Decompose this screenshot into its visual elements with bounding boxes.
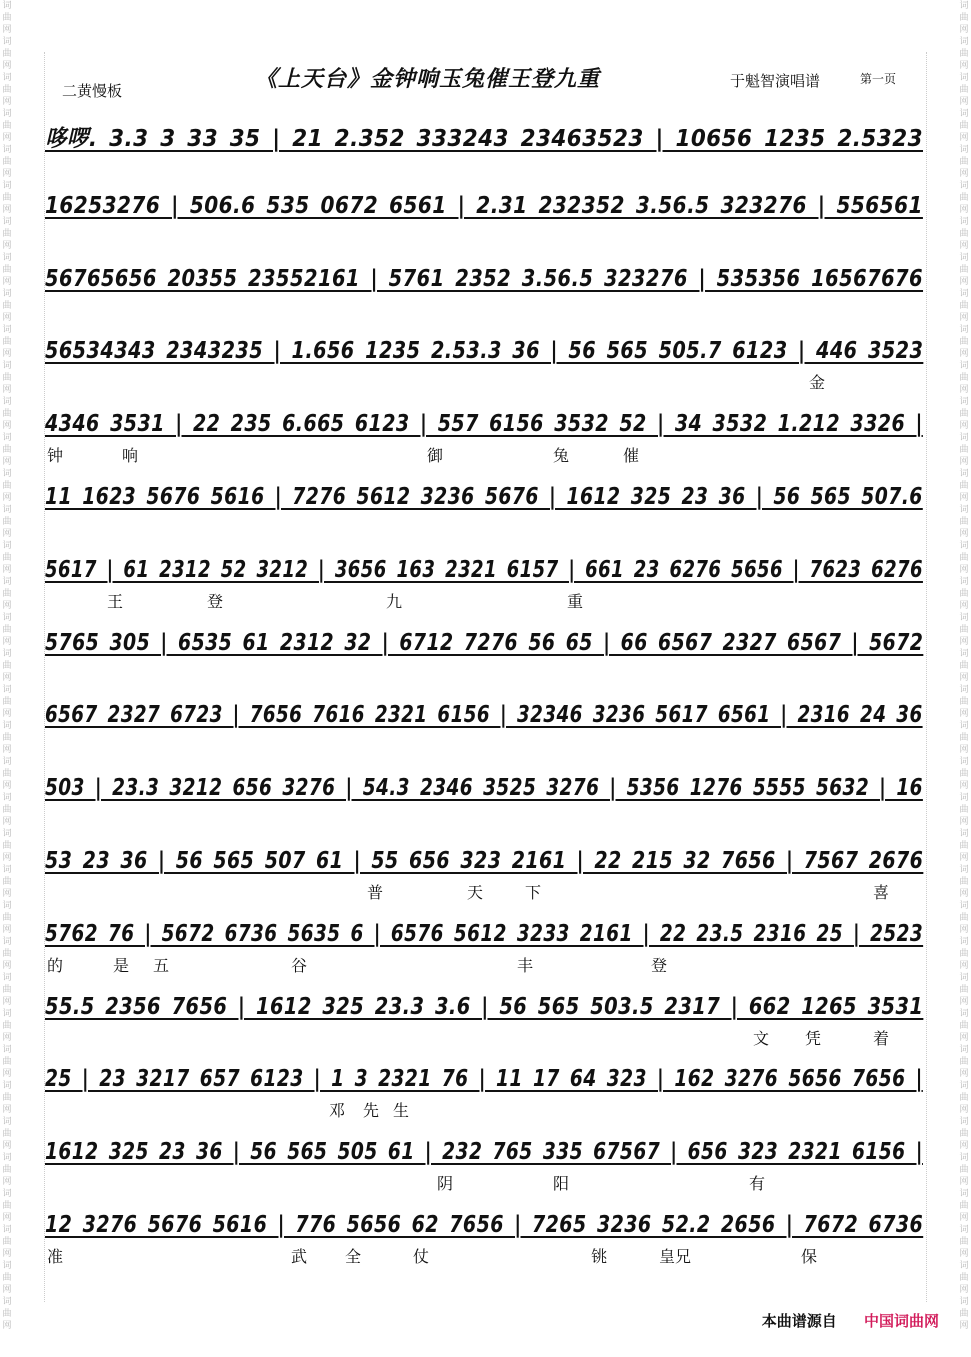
watermark-text: 词曲网 (959, 577, 969, 611)
lyric-syllable: 登 (207, 591, 224, 611)
notation-line: 25 | 23 3217 657 6123 | 1 3 2321 76 | 11 17 64 323 | 162 3276 5656 7656 | (45, 1066, 923, 1093)
score-line (45, 545, 925, 618)
lyric-syllable: 是 (113, 955, 130, 975)
score-line (45, 1127, 925, 1200)
watermark-text: 词曲网 (959, 181, 969, 215)
notation-line: 56765656 20355 23552161 | 5761 2352 3.56.5 323276 | 535356 16567676 (45, 265, 924, 292)
watermark-text: 词曲网 (2, 1117, 12, 1151)
watermark-text: 词曲网 (959, 325, 969, 359)
footer (762, 1310, 939, 1331)
watermark-text: 词曲网 (2, 1153, 12, 1187)
watermark-text: 词曲网 (959, 1261, 969, 1295)
left-watermark-strip (0, 0, 14, 1357)
lyric-syllable: 保 (801, 1246, 818, 1266)
lyric-syllable: 五 (153, 955, 170, 975)
watermark-text: 词曲网 (2, 505, 12, 539)
watermark-text: 词曲网 (2, 37, 12, 71)
lyric-syllable: 天 (467, 882, 484, 902)
score-line (45, 1200, 925, 1273)
score-line (45, 763, 925, 836)
watermark-text: 词曲网 (959, 1, 969, 35)
footer-site-link[interactable]: 中国词曲网 (863, 1312, 939, 1330)
notation-line: 56534343 2343235 | 1.656 1235 2.53.3 36 | 56 565 505.7 6123 | 446 3523 (45, 338, 924, 365)
watermark-text: 词曲网 (959, 37, 969, 71)
lyric-syllable: 御 (427, 446, 444, 466)
lyric-syllable: 金 (809, 373, 826, 393)
watermark-text: 词曲网 (959, 217, 969, 251)
footer-source-label: 本曲谱源自 (761, 1312, 837, 1330)
lyric-syllable: 响 (122, 446, 139, 466)
watermark-text: 词曲网 (2, 289, 12, 323)
notation-line: 5617 | 61 2312 52 3212 | 3656 163 2321 6157 | 661 23 6276 5656 | 7623 6276 (45, 556, 923, 583)
watermark-text: 词曲网 (959, 721, 969, 755)
lyric-syllable: 皇兄 (659, 1246, 692, 1266)
lyric-syllable: 下 (525, 882, 542, 902)
lyric-syllable: 阳 (553, 1174, 570, 1194)
watermark-text: 词曲网 (959, 649, 969, 683)
watermark-text: 词曲网 (959, 757, 969, 791)
watermark-text: 词曲网 (2, 1009, 12, 1043)
notation-line: 6567 2327 6723 | 7656 7616 2321 6156 | 32346 3236 5617 6561 | 2316 24 36 (45, 702, 923, 729)
watermark-text: 词曲网 (2, 217, 12, 251)
watermark-text: 词曲网 (2, 109, 12, 143)
lyric-syllable: 着 (873, 1028, 890, 1048)
watermark-text: 词曲网 (959, 1117, 969, 1151)
notation-line: 5762 76 | 5672 6736 5635 6 | 6576 5612 3233 2161 | 22 23.5 2316 25 | 2523 (45, 920, 924, 947)
notation-line: 11 1623 5676 5616 | 7276 5612 3236 5676 | 1612 325 23 36 | 56 565 507.6 (45, 483, 923, 510)
watermark-text: 词曲网 (2, 469, 12, 503)
lyric-syllable: 生 (393, 1101, 410, 1121)
lyric-syllable: 阴 (437, 1174, 454, 1194)
watermark-text: 词曲网 (2, 397, 12, 431)
watermark-text: 词曲网 (2, 325, 12, 359)
watermark-text: 词曲网 (959, 685, 969, 719)
watermark-text: 词曲网 (959, 73, 969, 107)
score-credit: 于魁智演唱谱 (730, 72, 821, 90)
lyric-syllable: 邓 (329, 1101, 346, 1121)
watermark-text: 词曲网 (959, 613, 969, 647)
watermark-text: 词曲网 (2, 1, 12, 35)
watermark-text: 词曲网 (959, 1153, 969, 1187)
watermark-text: 词曲网 (959, 469, 969, 503)
lyric-syllable: 谷 (291, 955, 308, 975)
watermark-text: 词曲网 (959, 829, 969, 863)
watermark-text: 词曲网 (2, 865, 12, 899)
watermark-text: 词曲网 (2, 1297, 12, 1331)
watermark-text: 词曲网 (2, 829, 12, 863)
watermark-text: 词曲网 (959, 1009, 969, 1043)
lyric-syllable: 有 (749, 1174, 766, 1194)
lyric-syllable: 登 (651, 955, 668, 975)
watermark-text: 词曲网 (2, 181, 12, 215)
notation-line: 哆啰. 3.3 3 33 35 | 21 2.352 333243 23463523 | 10656 1235 2.5323 (45, 126, 923, 152)
watermark-text: 词曲网 (959, 361, 969, 395)
lyric-syllable: 普 (367, 882, 384, 902)
watermark-text: 词曲网 (959, 937, 969, 971)
watermark-text: 词曲网 (2, 793, 12, 827)
watermark-text: 词曲网 (959, 901, 969, 935)
watermark-text: 词曲网 (2, 1261, 12, 1295)
notation-line: 4346 3531 | 22 235 6.665 6123 | 557 6156 3532 52 | 34 3532 1.212 3326 | (45, 411, 923, 438)
lyric-syllable: 的 (47, 955, 64, 975)
watermark-text: 词曲网 (2, 73, 12, 107)
watermark-text: 词曲网 (2, 145, 12, 179)
lyric-syllable: 兔 (553, 446, 570, 466)
score-line (45, 472, 925, 545)
score-line (45, 181, 925, 254)
notation-line: 1612 325 23 36 | 56 565 505 61 | 232 765 335 67567 | 656 323 2321 6156 | (45, 1139, 923, 1166)
lyric-syllable: 喜 (873, 882, 890, 902)
watermark-text: 词曲网 (959, 145, 969, 179)
watermark-text: 词曲网 (2, 1081, 12, 1115)
lyric-syllable: 王 (107, 591, 124, 611)
watermark-text: 词曲网 (2, 433, 12, 467)
watermark-text: 词曲网 (2, 757, 12, 791)
score-line (45, 399, 925, 472)
score-line (45, 1054, 925, 1127)
watermark-text: 词曲网 (2, 361, 12, 395)
watermark-text: 词曲网 (959, 1045, 969, 1079)
notation-line: 53 23 36 | 56 565 507 61 | 55 656 323 2161 | 22 215 32 7656 | 7567 2676 (45, 847, 924, 874)
jianpu-score (45, 108, 925, 1273)
score-line (45, 690, 925, 763)
score-line (45, 326, 925, 399)
lyric-syllable: 铫 (591, 1246, 608, 1266)
watermark-text: 词曲网 (2, 1045, 12, 1079)
lyric-syllable: 九 (386, 591, 403, 611)
lyric-syllable: 全 (345, 1246, 362, 1266)
watermark-text: 词曲网 (959, 793, 969, 827)
lyric-syllable: 准 (47, 1246, 64, 1266)
score-line (45, 982, 925, 1055)
notation-line: 12 3276 5676 5616 | 776 5656 62 7656 | 7265 3236 52.2 2656 | 7672 6736 (45, 1211, 924, 1238)
watermark-text: 词曲网 (959, 1189, 969, 1223)
watermark-text: 词曲网 (2, 541, 12, 575)
right-watermark-strip (957, 0, 971, 1357)
watermark-text: 词曲网 (2, 1189, 12, 1223)
lyric-syllable: 文 (753, 1028, 770, 1048)
score-title: 《上天台》金钟响玉兔催王登九重 (255, 66, 601, 92)
watermark-text: 词曲网 (959, 397, 969, 431)
notation-line: 55.5 2356 7656 | 1612 325 23.3 3.6 | 56 565 503.5 2317 | 662 1265 3531 (45, 993, 924, 1020)
lyric-syllable: 武 (291, 1246, 308, 1266)
lyric-syllable: 钟 (47, 446, 64, 466)
lyric-syllable: 催 (623, 446, 640, 466)
watermark-text: 词曲网 (2, 685, 12, 719)
watermark-text: 词曲网 (2, 649, 12, 683)
watermark-text: 词曲网 (959, 973, 969, 1007)
lyric-syllable: 仗 (413, 1246, 430, 1266)
score-line (45, 108, 925, 181)
watermark-text: 词曲网 (2, 721, 12, 755)
watermark-text: 词曲网 (959, 1081, 969, 1115)
notation-line: 16253276 | 506.6 535 0672 6561 | 2.31 232352 3.56.5 323276 | 556561 (45, 192, 923, 219)
lyric-syllable: 凭 (805, 1028, 822, 1048)
lyric-syllable: 先 (363, 1101, 380, 1121)
watermark-text: 词曲网 (2, 973, 12, 1007)
watermark-text: 词曲网 (2, 901, 12, 935)
watermark-text: 词曲网 (959, 865, 969, 899)
score-line (45, 909, 925, 982)
lyric-syllable: 丰 (517, 955, 534, 975)
lyric-syllable: 重 (567, 591, 584, 611)
watermark-text: 词曲网 (959, 433, 969, 467)
score-line (45, 254, 925, 327)
page-number: 第一页 (860, 72, 897, 86)
score-line (45, 836, 925, 909)
notation-line: 503 | 23.3 3212 656 3276 | 54.3 2346 3525 3276 | 5356 1276 5555 5632 | 16 (45, 775, 923, 802)
watermark-text: 词曲网 (959, 505, 969, 539)
watermark-text: 词曲网 (2, 577, 12, 611)
watermark-text: 词曲网 (959, 253, 969, 287)
notation-line: 5765 305 | 6535 61 2312 32 | 6712 7276 56 65 | 66 6567 2327 6567 | 5672 (45, 629, 924, 656)
watermark-text: 词曲网 (2, 253, 12, 287)
watermark-text: 词曲网 (959, 1225, 969, 1259)
watermark-text: 词曲网 (959, 289, 969, 323)
watermark-text: 词曲网 (959, 1297, 969, 1331)
watermark-text: 词曲网 (2, 1225, 12, 1259)
mode-label: 二黄慢板 (62, 82, 123, 100)
score-line (45, 618, 925, 691)
watermark-text: 词曲网 (2, 613, 12, 647)
watermark-text: 词曲网 (959, 109, 969, 143)
watermark-text: 词曲网 (959, 541, 969, 575)
watermark-text: 词曲网 (2, 937, 12, 971)
